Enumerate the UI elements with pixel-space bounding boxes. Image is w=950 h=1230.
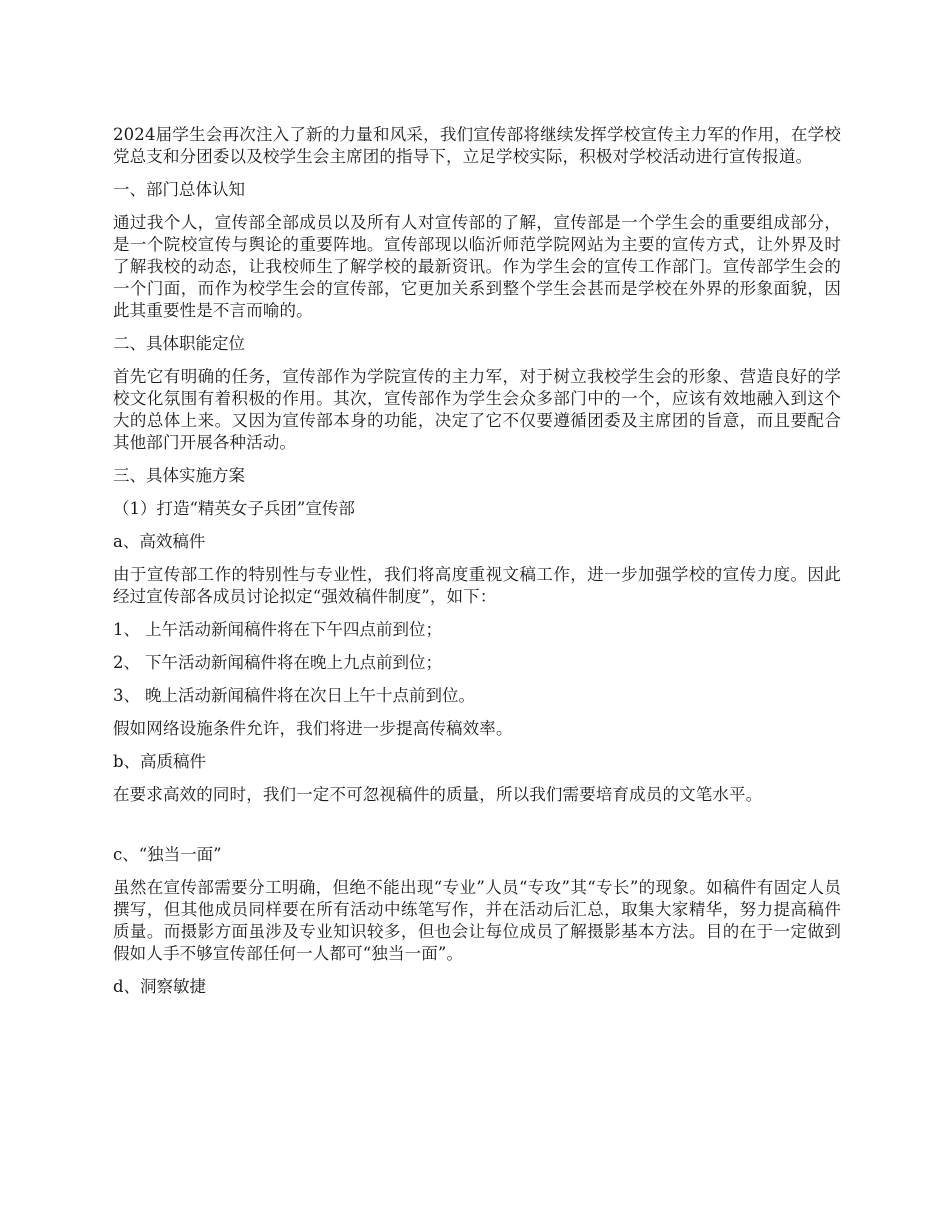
- list-item-text: 晚上活动新闻稿件将在次日上午十点前到位。: [145, 686, 475, 705]
- document-body: [113, 124, 841, 1009]
- item-a-paragraph: 由于宣传部工作的特别性与专业性，我们将高度重视文稿工作，进一步加强学校的宣传力度。因此经过宣传部各成员讨论拟定“强效稿件制度”，如下：: [113, 565, 841, 606]
- item-heading-b: b、高质稿件: [113, 752, 207, 771]
- section-1-paragraph: 通过我个人，宣传部全部成员以及所有人对宣传部的了解，宣传部是一个学生会的重要组成部分，是一个院校宣传与舆论的重要阵地。宣传部现以临沂师范学院网站为主要的宣传方式，让外界及时了解我校的动态，让我校师生了解学校的最新资讯。作为学生会的宣传工作部门。宣传部学生会的一个门面，而作为校学生会的宣传部，它更加关系到整个学生会甚而是学校在外界的形象面貌，因此其重要性是不言而喻的。: [113, 213, 841, 320]
- item-a-paragraph-2: 假如网络设施条件允许，我们将进一步提高传稿效率。: [113, 719, 513, 738]
- list-item-text: 上午活动新闻稿件将在下午四点前到位；: [145, 620, 442, 639]
- subsection-heading-1: （1）打造“精英女子兵团”宣传部: [113, 499, 355, 518]
- list-item: [113, 685, 841, 707]
- list-item-number: 3、: [113, 686, 140, 705]
- spacer: [113, 817, 841, 844]
- list-item: [113, 619, 841, 641]
- section-heading-2: 二、具体职能定位: [113, 334, 245, 353]
- section-heading-3: 三、具体实施方案: [113, 466, 245, 485]
- item-heading-a: a、高效稿件: [113, 532, 206, 551]
- list-item-text: 下午活动新闻稿件将在晚上九点前到位；: [145, 653, 442, 672]
- list-item: [113, 652, 841, 674]
- item-b-paragraph: 在要求高效的同时，我们一定不可忽视稿件的质量，所以我们需要培育成员的文笔水平。: [113, 785, 763, 804]
- section-heading-1: 一、部门总体认知: [113, 180, 245, 199]
- item-c-paragraph: 虽然在宣传部需要分工明确，但绝不能出现“专业”人员“专攻”其“专长”的现象。如稿件有固定人员撰写，但其他成员同样要在所有活动中练笔写作，并在活动后汇总，取集大家精华，努力提高稿件质量。而摄影方面虽涉及专业知识较多，但也会让每位成员了解摄影基本方法。目的在于一定做到假如人手不够宣传部任何一人都可“独当一面”。: [113, 878, 841, 963]
- item-heading-c: c、“独当一面”: [113, 845, 222, 864]
- list-item-number: 1、: [113, 620, 140, 639]
- item-heading-d: d、洞察敏捷: [113, 977, 207, 996]
- intro-paragraph: 2024届学生会再次注入了新的力量和风采，我们宣传部将继续发挥学校宣传主力军的作用，在学校党总支和分团委以及校学生会主席团的指导下，立足学校实际，积极对学校活动进行宣传报道。: [113, 125, 841, 166]
- section-2-paragraph: 首先它有明确的任务，宣传部作为学院宣传的主力军，对于树立我校学生会的形象、营造良好的学校文化氛围有着积极的作用。其次，宣传部作为学生会众多部门中的一个，应该有效地融入到这个大的总体上来。又因为宣传部本身的功能，决定了它不仅要遵循团委及主席团的旨意，而且要配合其他部门开展各种活动。: [113, 367, 841, 452]
- list-item-number: 2、: [113, 653, 140, 672]
